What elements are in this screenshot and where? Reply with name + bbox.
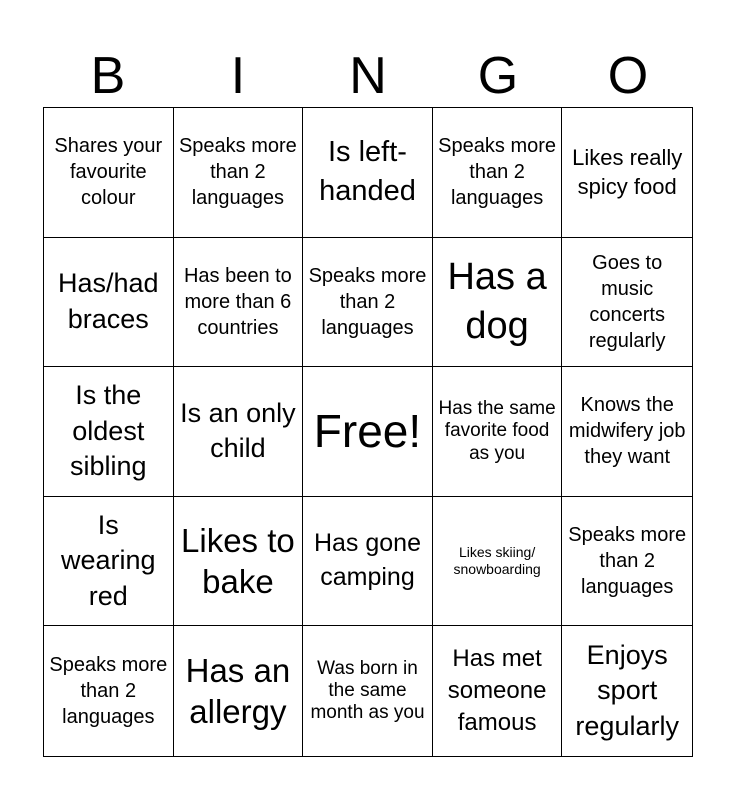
bingo-cell-r4c5[interactable] — [562, 497, 692, 627]
bingo-cell-r1c2[interactable] — [174, 108, 304, 238]
header-letter-g: G — [477, 47, 519, 105]
bingo-cell-text: Was born in the same month as you — [310, 657, 425, 724]
bingo-cell-text: Has the same favorite food as you — [438, 398, 556, 464]
bingo-cell-r2c2[interactable] — [174, 238, 304, 368]
bingo-cell-r2c1[interactable] — [44, 238, 174, 368]
bingo-cell-free[interactable] — [303, 367, 433, 497]
bingo-cell-r2c3[interactable] — [303, 238, 433, 368]
bingo-cell-text: Likes to bake — [181, 521, 295, 601]
bingo-cell-r1c4[interactable] — [433, 108, 563, 238]
bingo-cell-text: Is left-handed — [319, 136, 416, 208]
bingo-cell-text: Is an only child — [180, 397, 296, 464]
bingo-cell-r2c5[interactable] — [562, 238, 692, 368]
bingo-cell-text: Has met someone famous — [447, 644, 547, 737]
bingo-cell-r4c4[interactable] — [433, 497, 563, 627]
bingo-board — [43, 107, 693, 757]
free-space-label: Free! — [313, 404, 422, 457]
bingo-cell-text: Has gone camping — [313, 529, 421, 592]
bingo-cell-r3c2[interactable] — [174, 367, 304, 497]
bingo-cell-text: Enjoys sport regularly — [575, 639, 679, 741]
bingo-cell-r5c2[interactable] — [174, 626, 304, 756]
bingo-cell-r5c1[interactable] — [44, 626, 174, 756]
bingo-cell-r5c4[interactable] — [433, 626, 563, 756]
bingo-cell-r4c2[interactable] — [174, 497, 304, 627]
bingo-cell-text: Has an allergy — [185, 651, 291, 731]
bingo-cell-r4c3[interactable] — [303, 497, 433, 627]
header-letter-o: O — [607, 47, 649, 105]
bingo-cell-text: Likes skiing/ snowboarding — [453, 543, 541, 578]
bingo-cell-text: Speaks more than 2 languages — [49, 654, 168, 729]
bingo-cell-text: Has/had braces — [58, 268, 159, 334]
bingo-cell-r3c1[interactable] — [44, 367, 174, 497]
bingo-cell-r3c4[interactable] — [433, 367, 563, 497]
bingo-cell-text: Speaks more than 2 languages — [568, 524, 687, 599]
bingo-cell-text: Knows the midwifery job they want — [568, 394, 686, 469]
bingo-cell-r4c1[interactable] — [44, 497, 174, 627]
bingo-cell-text: Goes to music concerts regularly — [588, 251, 666, 352]
bingo-cell-text: Shares your favourite colour — [54, 135, 163, 210]
bingo-cell-text: Speaks more than 2 languages — [308, 264, 427, 339]
bingo-cell-text: Likes really spicy food — [572, 144, 683, 200]
bingo-cell-text: Is the oldest sibling — [70, 380, 147, 482]
header-letter-b: B — [90, 47, 126, 105]
bingo-cell-r5c3[interactable] — [303, 626, 433, 756]
bingo-cell-text: Speaks more than 2 languages — [178, 135, 297, 210]
bingo-cell-r5c5[interactable] — [562, 626, 692, 756]
bingo-cell-r1c3[interactable] — [303, 108, 433, 238]
header-letter-i: I — [230, 47, 246, 105]
bingo-cell-r1c5[interactable] — [562, 108, 692, 238]
bingo-cell-r2c4[interactable] — [433, 238, 563, 368]
bingo-cell-text: Speaks more than 2 languages — [438, 135, 557, 210]
bingo-cell-text: Has been to more than 6 countries — [183, 264, 292, 339]
bingo-cell-text: Has a dog — [447, 255, 547, 347]
bingo-cell-r1c1[interactable] — [44, 108, 174, 238]
bingo-cell-r3c5[interactable] — [562, 367, 692, 497]
bingo-header — [43, 44, 693, 108]
header-letter-n: N — [349, 47, 387, 105]
bingo-cell-text: Is wearing red — [61, 509, 156, 611]
